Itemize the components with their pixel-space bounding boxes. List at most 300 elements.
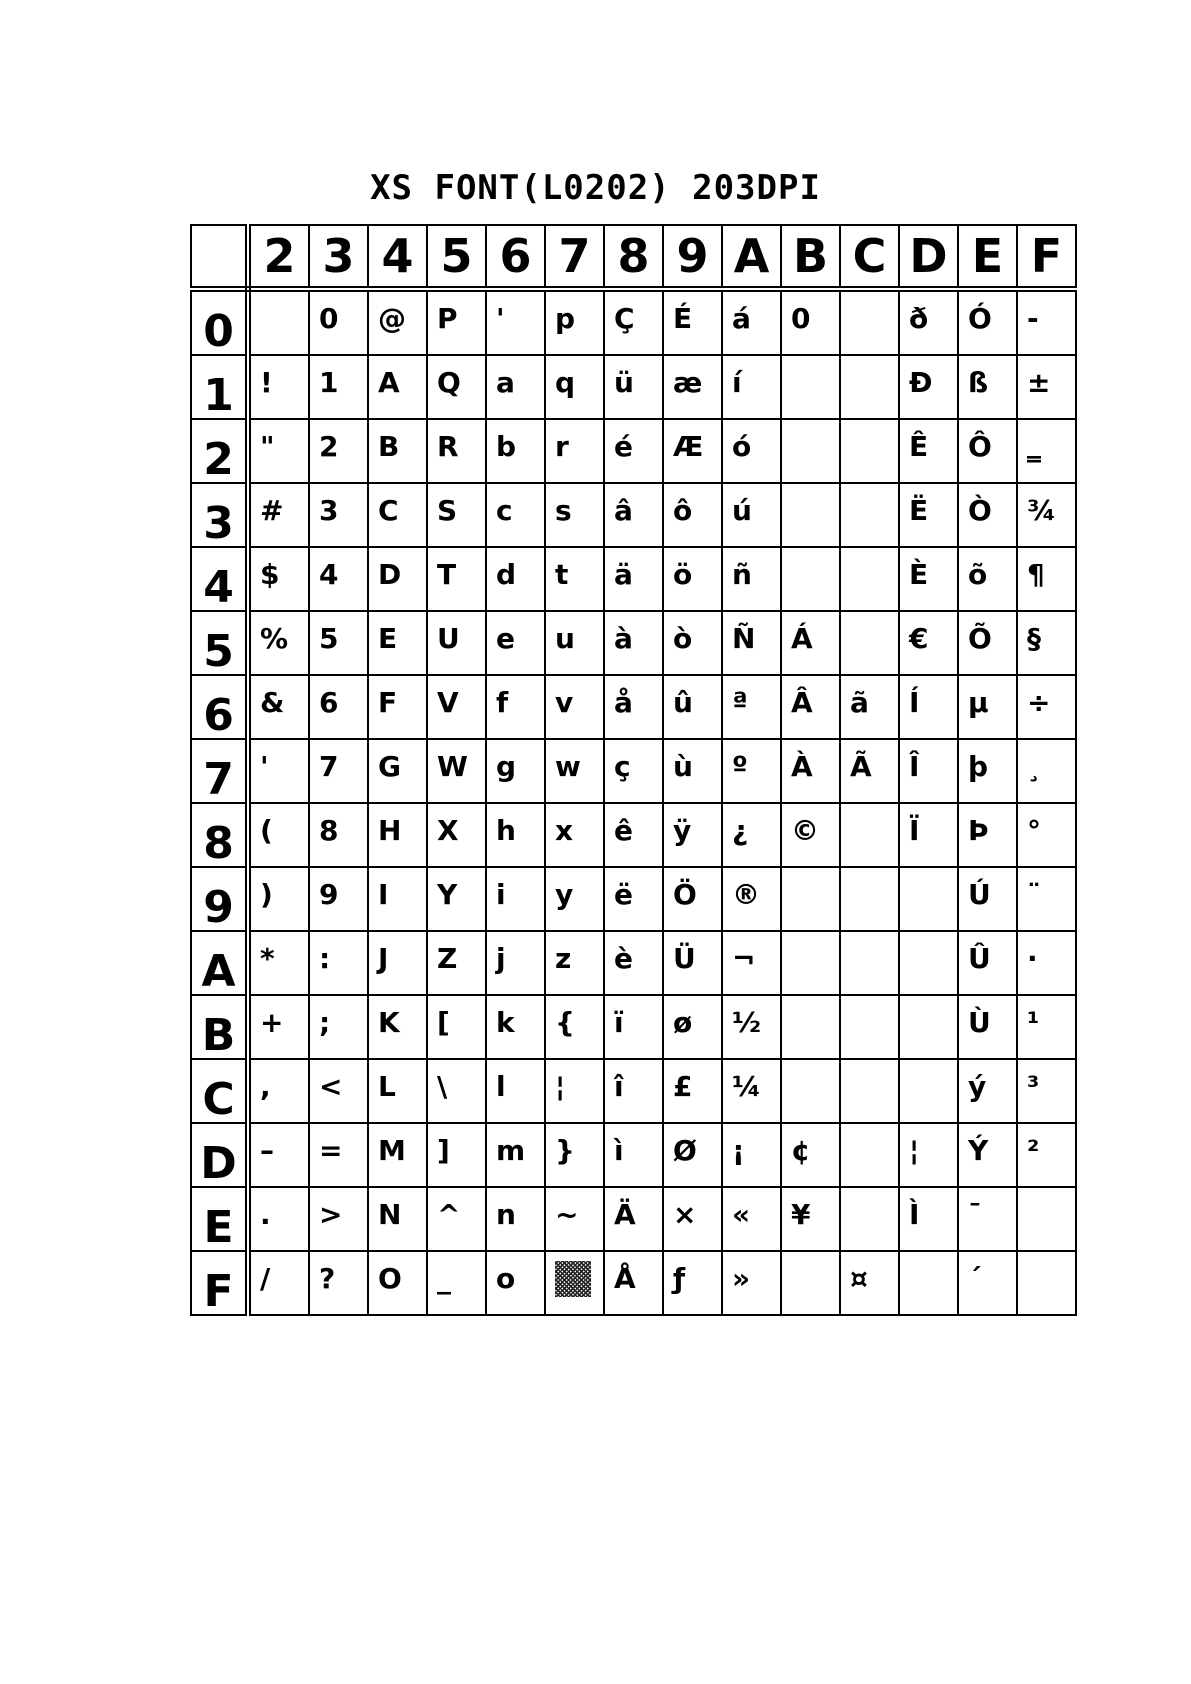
char-cell-AD: [899, 931, 958, 995]
char-cell-B4: [368, 995, 427, 1059]
char-glyph: V: [437, 686, 459, 719]
char-glyph: [782, 1060, 839, 1072]
char-cell-EC: [840, 1187, 899, 1251]
table-row: [191, 419, 1076, 483]
char-cell-BF: [1017, 995, 1076, 1059]
char-glyph: j: [496, 942, 506, 975]
char-glyph: Þ: [968, 814, 989, 847]
char-cell-45: [427, 547, 486, 611]
char-glyph: n: [496, 1198, 516, 1231]
char-glyph: [782, 1252, 839, 1264]
char-glyph: l: [496, 1070, 506, 1103]
char-cell-B7: [545, 995, 604, 1059]
char-cell-03: [309, 289, 368, 355]
char-cell-75: [427, 739, 486, 803]
row-header-7: 7: [191, 739, 248, 803]
char-cell-88: [604, 803, 663, 867]
char-glyph: ±: [1027, 366, 1051, 399]
table-row: [191, 1251, 1076, 1315]
row-header-2: 2: [191, 419, 248, 483]
char-cell-47: [545, 547, 604, 611]
row-header-0: 0: [191, 289, 248, 355]
char-glyph: å: [614, 686, 633, 719]
column-header-row: [191, 225, 1076, 289]
char-cell-06: [486, 289, 545, 355]
row-header-3: 3: [191, 483, 248, 547]
char-cell-E2: [248, 1187, 309, 1251]
char-glyph: <: [319, 1070, 343, 1103]
char-glyph: ä: [614, 558, 633, 591]
char-cell-2B: [781, 419, 840, 483]
char-glyph: Y: [437, 878, 458, 911]
char-cell-A5: [427, 931, 486, 995]
char-cell-3C: [840, 483, 899, 547]
char-glyph: k: [496, 1006, 515, 1039]
char-cell-19: [663, 355, 722, 419]
char-cell-E4: [368, 1187, 427, 1251]
char-glyph: ¤: [850, 1262, 868, 1295]
char-cell-4F: [1017, 547, 1076, 611]
char-cell-FB: [781, 1251, 840, 1315]
char-cell-25: [427, 419, 486, 483]
char-glyph: Ì: [909, 1198, 920, 1231]
column-header-6: 6: [486, 225, 545, 289]
char-cell-6D: [899, 675, 958, 739]
char-cell-F4: [368, 1251, 427, 1315]
char-glyph: d: [496, 558, 517, 591]
char-glyph: +: [260, 1006, 284, 1039]
char-glyph: ý: [968, 1070, 987, 1103]
char-glyph: Å: [614, 1262, 636, 1295]
char-glyph: Õ: [968, 622, 992, 655]
char-cell-F6: [486, 1251, 545, 1315]
char-glyph: 2: [319, 430, 339, 463]
char-cell-B5: [427, 995, 486, 1059]
char-cell-7C: [840, 739, 899, 803]
char-glyph: á: [732, 302, 751, 335]
char-glyph: w: [555, 750, 581, 783]
char-glyph: Ö: [673, 878, 697, 911]
char-cell-EF: [1017, 1187, 1076, 1251]
char-glyph: ù: [673, 750, 693, 783]
char-glyph: }: [555, 1134, 575, 1167]
char-cell-D3: [309, 1123, 368, 1187]
char-cell-5D: [899, 611, 958, 675]
char-cell-64: [368, 675, 427, 739]
column-header-B: B: [781, 225, 840, 289]
char-cell-7D: [899, 739, 958, 803]
char-cell-A7: [545, 931, 604, 995]
row-header-E: E: [191, 1187, 248, 1251]
char-glyph: %: [260, 622, 289, 655]
char-cell-54: [368, 611, 427, 675]
char-cell-8A: [722, 803, 781, 867]
char-cell-D6: [486, 1123, 545, 1187]
row-header-5: 5: [191, 611, 248, 675]
char-glyph: 0: [319, 302, 339, 335]
column-header-3: 3: [309, 225, 368, 289]
char-cell-24: [368, 419, 427, 483]
char-glyph: ´: [968, 1262, 982, 1295]
char-glyph: ö: [673, 558, 693, 591]
char-glyph: ¡: [732, 1134, 745, 1167]
char-cell-C6: [486, 1059, 545, 1123]
row-header-B: B: [191, 995, 248, 1059]
char-glyph: y: [555, 878, 574, 911]
char-cell-0E: [958, 289, 1017, 355]
char-cell-3B: [781, 483, 840, 547]
char-cell-05: [427, 289, 486, 355]
char-cell-AE: [958, 931, 1017, 995]
char-cell-57: [545, 611, 604, 675]
char-glyph: r: [555, 430, 569, 463]
char-cell-D8: [604, 1123, 663, 1187]
char-glyph: [841, 868, 898, 880]
table-row: [191, 739, 1076, 803]
column-header-D: D: [899, 225, 958, 289]
char-cell-CF: [1017, 1059, 1076, 1123]
char-glyph: E: [378, 622, 398, 655]
char-cell-EA: [722, 1187, 781, 1251]
char-cell-C7: [545, 1059, 604, 1123]
column-header-E: E: [958, 225, 1017, 289]
row-header-A: A: [191, 931, 248, 995]
char-glyph: Q: [437, 366, 461, 399]
char-cell-52: [248, 611, 309, 675]
char-glyph: ®: [732, 878, 760, 911]
char-glyph: u: [555, 622, 575, 655]
char-glyph: [782, 868, 839, 880]
char-cell-15: [427, 355, 486, 419]
char-cell-2C: [840, 419, 899, 483]
char-cell-72: [248, 739, 309, 803]
char-glyph: Ç: [614, 302, 635, 335]
char-glyph: Í: [909, 686, 920, 719]
char-cell-44: [368, 547, 427, 611]
char-glyph: ÿ: [673, 814, 692, 847]
char-cell-66: [486, 675, 545, 739]
char-cell-39: [663, 483, 722, 547]
char-glyph: ¢: [791, 1134, 811, 1167]
char-glyph: 3: [319, 494, 339, 527]
column-header-7: 7: [545, 225, 604, 289]
char-glyph: à: [614, 622, 633, 655]
char-glyph: â: [614, 494, 633, 527]
char-cell-1B: [781, 355, 840, 419]
char-cell-67: [545, 675, 604, 739]
char-cell-94: [368, 867, 427, 931]
char-glyph: ?: [319, 1262, 336, 1295]
char-glyph: ½: [732, 1006, 761, 1039]
char-glyph: ß: [968, 366, 989, 399]
char-cell-77: [545, 739, 604, 803]
char-glyph: õ: [968, 558, 988, 591]
char-cell-69: [663, 675, 722, 739]
table-row: [191, 1059, 1076, 1123]
char-cell-7B: [781, 739, 840, 803]
char-glyph: S: [437, 494, 458, 527]
char-glyph: Æ: [673, 430, 704, 463]
column-header-4: 4: [368, 225, 427, 289]
char-glyph: 1: [319, 366, 339, 399]
char-glyph: ç: [614, 750, 631, 783]
char-glyph: ': [496, 302, 505, 335]
char-cell-DD: [899, 1123, 958, 1187]
corner-cell: [191, 225, 248, 289]
table-row: [191, 483, 1076, 547]
char-cell-6B: [781, 675, 840, 739]
char-cell-98: [604, 867, 663, 931]
char-glyph: [900, 932, 957, 944]
char-glyph: ê: [614, 814, 633, 847]
page-title: XS FONT(L0202) 203DPI: [370, 168, 821, 208]
char-glyph: C: [378, 494, 399, 527]
char-cell-E3: [309, 1187, 368, 1251]
char-glyph: ¦: [555, 1070, 566, 1103]
char-cell-3F: [1017, 483, 1076, 547]
char-cell-3A: [722, 483, 781, 547]
char-glyph: À: [791, 750, 813, 783]
char-glyph: í: [732, 366, 742, 399]
char-cell-A3: [309, 931, 368, 995]
char-cell-99: [663, 867, 722, 931]
char-cell-F5: [427, 1251, 486, 1315]
char-glyph: ï: [614, 1006, 624, 1039]
char-cell-BB: [781, 995, 840, 1059]
char-cell-38: [604, 483, 663, 547]
char-glyph: [782, 356, 839, 368]
char-cell-C4: [368, 1059, 427, 1123]
char-glyph: [782, 548, 839, 560]
char-glyph: Ò: [968, 494, 992, 527]
char-glyph: ³: [1027, 1070, 1040, 1103]
table-row: [191, 803, 1076, 867]
char-glyph: \: [437, 1070, 448, 1103]
char-cell-68: [604, 675, 663, 739]
char-glyph: {: [555, 1006, 575, 1039]
char-cell-43: [309, 547, 368, 611]
char-glyph: ¾: [1027, 494, 1056, 527]
char-glyph: ": [260, 430, 275, 463]
char-cell-78: [604, 739, 663, 803]
char-glyph: è: [614, 942, 633, 975]
char-cell-EE: [958, 1187, 1017, 1251]
char-cell-12: [248, 355, 309, 419]
char-glyph: Î: [909, 750, 920, 783]
char-glyph: K: [378, 1006, 400, 1039]
char-cell-B3: [309, 995, 368, 1059]
char-cell-27: [545, 419, 604, 483]
column-header-8: 8: [604, 225, 663, 289]
char-glyph: ]: [437, 1134, 450, 1167]
char-cell-02: [248, 289, 309, 355]
char-glyph: ¶: [1027, 558, 1045, 591]
char-glyph: þ: [968, 750, 989, 783]
table-row: [191, 867, 1076, 931]
char-cell-82: [248, 803, 309, 867]
char-glyph: t: [555, 558, 569, 591]
char-glyph: [841, 804, 898, 816]
char-cell-63: [309, 675, 368, 739]
char-cell-AF: [1017, 931, 1076, 995]
char-glyph: æ: [673, 366, 703, 399]
char-glyph: [841, 420, 898, 432]
char-glyph: È: [909, 558, 929, 591]
char-cell-BD: [899, 995, 958, 1059]
char-glyph: v: [555, 686, 574, 719]
char-glyph: û: [673, 686, 693, 719]
char-cell-5B: [781, 611, 840, 675]
char-glyph: R: [437, 430, 459, 463]
char-cell-AC: [840, 931, 899, 995]
char-cell-48: [604, 547, 663, 611]
char-cell-28: [604, 419, 663, 483]
char-glyph: o: [496, 1262, 516, 1295]
char-cell-EB: [781, 1187, 840, 1251]
char-glyph: Ã: [850, 750, 872, 783]
char-glyph: U: [437, 622, 460, 655]
char-glyph: I: [378, 878, 389, 911]
char-glyph: [251, 292, 308, 304]
char-cell-B6: [486, 995, 545, 1059]
char-glyph: É: [673, 302, 693, 335]
char-glyph: [841, 484, 898, 496]
char-glyph: §: [1027, 622, 1041, 655]
char-cell-DB: [781, 1123, 840, 1187]
char-glyph: [782, 484, 839, 496]
char-glyph: ¬: [732, 942, 756, 975]
char-cell-2A: [722, 419, 781, 483]
char-cell-9B: [781, 867, 840, 931]
char-glyph: º: [732, 750, 748, 783]
char-glyph: :: [319, 942, 331, 975]
char-cell-2F: [1017, 419, 1076, 483]
char-cell-E5: [427, 1187, 486, 1251]
char-cell-F8: [604, 1251, 663, 1315]
char-cell-4B: [781, 547, 840, 611]
char-glyph: W: [437, 750, 468, 783]
char-cell-E9: [663, 1187, 722, 1251]
char-cell-49: [663, 547, 722, 611]
char-glyph: ë: [614, 878, 633, 911]
char-glyph: [841, 292, 898, 304]
char-glyph: O: [378, 1262, 402, 1295]
char-glyph: @: [378, 302, 406, 335]
char-cell-79: [663, 739, 722, 803]
char-cell-35: [427, 483, 486, 547]
char-glyph: 4: [319, 558, 339, 591]
char-cell-13: [309, 355, 368, 419]
char-cell-C3: [309, 1059, 368, 1123]
row-header-D: D: [191, 1123, 248, 1187]
char-cell-85: [427, 803, 486, 867]
char-cell-22: [248, 419, 309, 483]
char-cell-BE: [958, 995, 1017, 1059]
char-glyph: ñ: [732, 558, 752, 591]
char-glyph: b: [496, 430, 517, 463]
row-header-6: 6: [191, 675, 248, 739]
char-glyph: €: [909, 622, 929, 655]
char-glyph: *: [260, 942, 275, 975]
char-cell-6F: [1017, 675, 1076, 739]
char-glyph: [1018, 1252, 1075, 1264]
char-glyph: -: [1027, 302, 1039, 335]
char-glyph: [782, 420, 839, 432]
char-glyph: X: [437, 814, 459, 847]
char-glyph: ): [260, 878, 273, 911]
char-cell-C8: [604, 1059, 663, 1123]
char-glyph: _: [437, 1262, 451, 1295]
char-cell-5F: [1017, 611, 1076, 675]
char-cell-CA: [722, 1059, 781, 1123]
char-cell-7A: [722, 739, 781, 803]
row-header-4: 4: [191, 547, 248, 611]
char-glyph: ¦: [909, 1134, 920, 1167]
char-cell-D7: [545, 1123, 604, 1187]
char-glyph: ·: [1027, 942, 1038, 975]
char-cell-4E: [958, 547, 1017, 611]
char-glyph: L: [378, 1070, 396, 1103]
char-glyph: Ê: [909, 430, 929, 463]
char-cell-55: [427, 611, 486, 675]
char-glyph: ó: [732, 430, 752, 463]
column-header-5: 5: [427, 225, 486, 289]
char-cell-8E: [958, 803, 1017, 867]
table-row: [191, 289, 1076, 355]
char-glyph: ü: [614, 366, 634, 399]
char-cell-CB: [781, 1059, 840, 1123]
table-row: [191, 547, 1076, 611]
char-cell-96: [486, 867, 545, 931]
char-cell-0F: [1017, 289, 1076, 355]
char-glyph: ú: [732, 494, 752, 527]
char-glyph: ;: [319, 1006, 331, 1039]
char-glyph: [546, 1252, 603, 1303]
char-cell-3E: [958, 483, 1017, 547]
char-cell-62: [248, 675, 309, 739]
char-cell-9F: [1017, 867, 1076, 931]
char-cell-7F: [1017, 739, 1076, 803]
char-cell-92: [248, 867, 309, 931]
shade-block-icon: [555, 1261, 591, 1297]
char-cell-4D: [899, 547, 958, 611]
char-glyph: [900, 868, 957, 880]
char-glyph: Ý: [968, 1134, 989, 1167]
char-cell-9C: [840, 867, 899, 931]
char-cell-07: [545, 289, 604, 355]
char-glyph: ¹: [1027, 1006, 1040, 1039]
char-cell-9D: [899, 867, 958, 931]
char-cell-34: [368, 483, 427, 547]
char-glyph: [782, 932, 839, 944]
char-glyph: ¿: [732, 814, 749, 847]
char-glyph: [900, 1060, 957, 1072]
char-cell-1A: [722, 355, 781, 419]
char-cell-14: [368, 355, 427, 419]
column-header-2: 2: [248, 225, 309, 289]
char-glyph: D: [378, 558, 402, 591]
char-cell-32: [248, 483, 309, 547]
char-glyph: /: [260, 1262, 271, 1295]
char-cell-BA: [722, 995, 781, 1059]
char-cell-0C: [840, 289, 899, 355]
char-glyph: ,: [260, 1070, 271, 1103]
char-cell-5E: [958, 611, 1017, 675]
char-cell-DA: [722, 1123, 781, 1187]
char-cell-BC: [840, 995, 899, 1059]
char-cell-37: [545, 483, 604, 547]
char-glyph: Ø: [673, 1134, 697, 1167]
